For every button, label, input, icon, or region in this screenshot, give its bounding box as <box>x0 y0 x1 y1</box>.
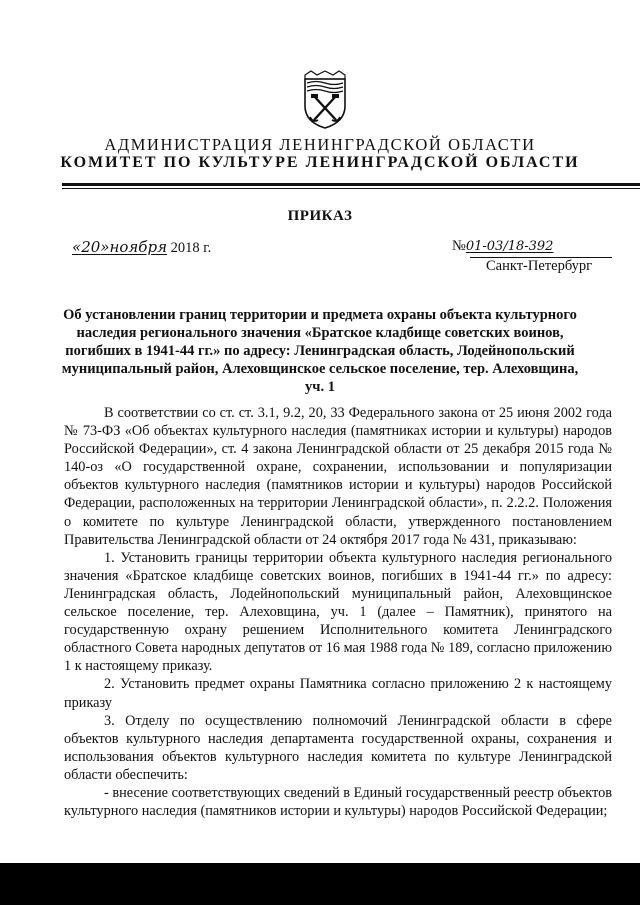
date-day: 20 <box>81 238 101 256</box>
coat-of-arms-icon <box>302 70 348 130</box>
preamble-paragraph: В соответствии со ст. ст. 3.1, 9.2, 20, 33 Федерального закона от 25 июня 2002 года № 73-ФЗ «Об объектах культурного наследия (памятниках истории и культуры) народов Российской Федерации», ст. 4 закона Ленинградской области от 25 декабря 2015 года № 140-оз «О государственной охране, сохранении, использовании и популяризации объектов культурного наследия (памятников истории и культуры) народов Российской Федерации, расположенных на территории Ленинградской области», п. 2.2.2. Положения о комитете по культуре Ленинградской области, утвержденного постановлением Правительства Ленинградской области от 24 октября 2017 года № 431, приказываю: <box>64 405 612 548</box>
document-city: Санкт-Петербург <box>486 258 593 274</box>
date-year: 2018 г. <box>167 240 212 256</box>
number-prefix: № <box>452 238 466 254</box>
document-body <box>64 404 612 820</box>
committee-name: КОМИТЕТ ПО КУЛЬТУРЕ ЛЕНИНГРАДСКОЙ ОБЛАСТИ <box>60 154 580 171</box>
date-month: ноября <box>109 238 168 256</box>
clause-3-item-paragraph: - внесение соответствующих сведений в Единый государственный реестр объектов культурного наследия (памятников истории и культуры) народов Российской Федерации; <box>64 784 612 820</box>
clause-3-paragraph: 3. Отделу по осуществлению полномочий Ленинградской области в сфере объектов культурного наследия департамента государственной охраны, сохранения и использования объектов культурного наследия комитета по культуре Ленинградской области обеспечить: <box>64 712 612 783</box>
clause-1-paragraph: 1. Установить границы территории объекта культурного наследия регионального значения «Братское кладбище советских воинов, погибших в 1941-44 гг.» по адресу: Ленинградская область, Лодейнопольский муниципальный район, Алеховщинское сельское поселение, тер. Алеховщина, уч. 1 (далее – Памятник), принятого на государственную охрану решением Исполнительного комитета Ленинградского областного Совета народных депутатов от 16 мая 1988 года № 189, согласно приложению 1 к настоящему приказу. <box>64 549 612 675</box>
number-value: 01-03/18-392 <box>465 239 554 254</box>
date-close-quote: » <box>100 238 110 256</box>
document-title: Об установлении границ территории и предмета охраны объекта культурного наследия регионального значения «Братское кладбище советских воинов, погибших в 1941-44 гг.» по адресу: Ленинградская область, Лодейнопольский муниципальный район, Алеховщинское сельское поселение, тер. Алеховщина, уч. 1 <box>61 307 579 395</box>
document-type: ПРИКАЗ <box>287 208 353 224</box>
header-divider-thin <box>62 188 640 189</box>
scan-bottom-edge <box>0 863 640 905</box>
date-open-quote: « <box>72 238 82 256</box>
clause-2-paragraph: 2. Установить предмет охраны Памятника согласно приложению 2 к настоящему приказу <box>64 676 612 711</box>
header-divider-thick <box>62 183 640 186</box>
organization-name: АДМИНИСТРАЦИЯ ЛЕНИНГРАДСКОЙ ОБЛАСТИ <box>104 135 536 154</box>
document-date <box>72 238 211 257</box>
document-number <box>452 238 553 255</box>
